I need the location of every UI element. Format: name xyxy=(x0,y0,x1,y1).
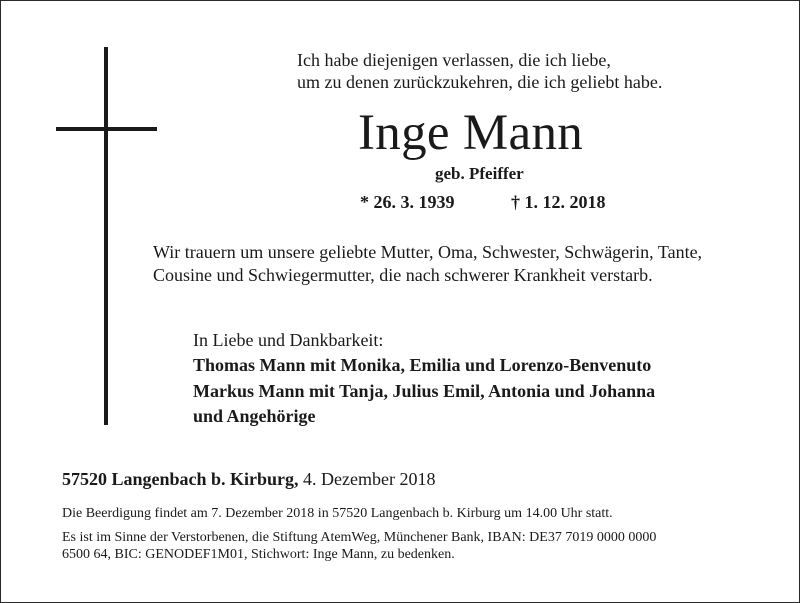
death-date: † 1. 12. 2018 xyxy=(511,192,606,212)
quote-line-2: um zu denen zurückzukehren, die ich geliebt habe. xyxy=(297,72,663,92)
quote-line-1: Ich habe diejenigen verlassen, die ich liebe, xyxy=(297,50,611,70)
donation-line-1: Es ist im Sinne der Verstorbenen, die Stiftung AtemWeg, Münchener Bank, IBAN: DE37 7019 0000 0000 xyxy=(62,530,657,545)
family-line-3: und Angehörige xyxy=(193,406,316,426)
family-line-2: Markus Mann mit Tanja, Julius Emil, Antonia und Johanna xyxy=(193,381,656,401)
cross-icon-bar xyxy=(56,127,157,131)
notice-date: 4. Dezember 2018 xyxy=(298,469,436,489)
birth-date: * 26. 3. 1939 xyxy=(360,192,455,212)
cross-icon xyxy=(104,47,108,425)
mourning-line-2: Cousine und Schwiegermutter, die nach schwerer Krankheit verstarb. xyxy=(153,265,653,285)
thanks-heading: In Liebe und Dankbarkeit: xyxy=(193,330,384,350)
family-line-1: Thomas Mann mit Monika, Emilia und Lorenzo-Benvenuto xyxy=(193,355,652,375)
donation-line-2: 6500 64, BIC: GENODEF1M01, Stichwort: Inge Mann, zu bedenken. xyxy=(62,547,455,562)
mourning-line-1: Wir trauern um unsere geliebte Mutter, Oma, Schwester, Schwägerin, Tante, xyxy=(153,242,703,262)
funeral-info: Die Beerdigung findet am 7. Dezember 2018 in 57520 Langenbach b. Kirburg um 14.00 Uhr statt. xyxy=(62,506,613,521)
place-date xyxy=(62,469,436,490)
deceased-name: Inge Mann xyxy=(358,105,584,161)
place-name: 57520 Langenbach b. Kirburg, xyxy=(62,469,299,489)
maiden-name: geb. Pfeiffer xyxy=(435,164,524,183)
